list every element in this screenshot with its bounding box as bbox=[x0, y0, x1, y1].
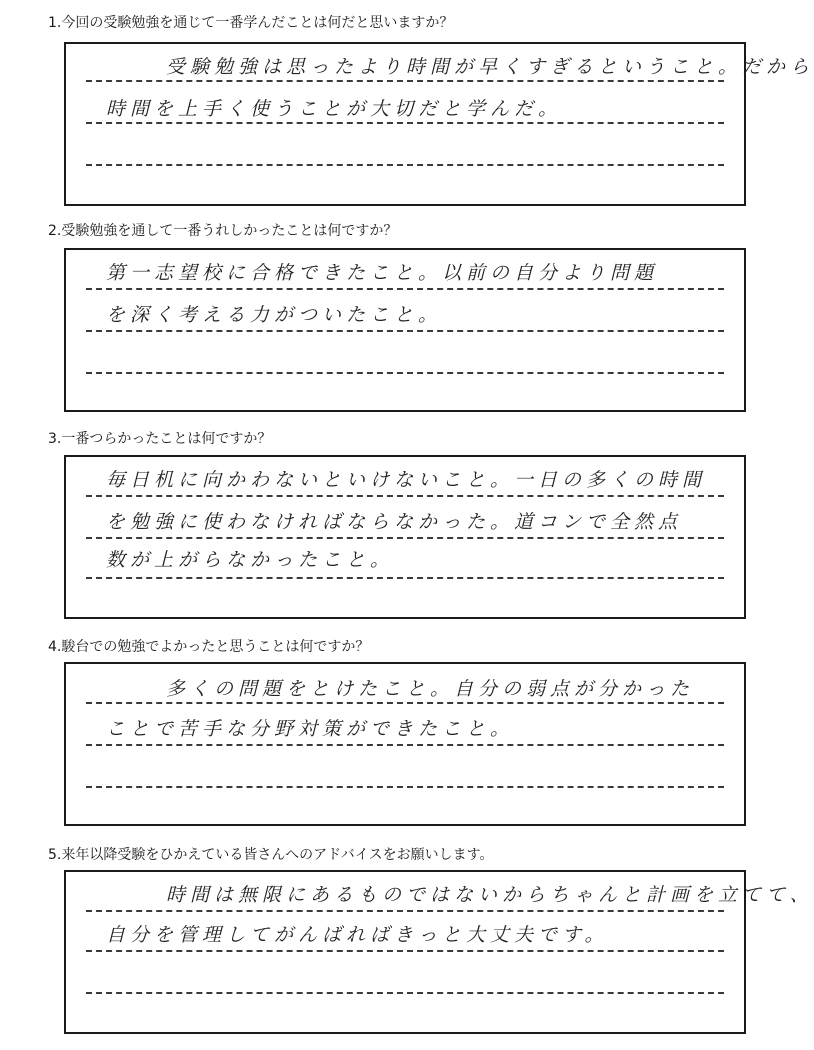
answer-4-line-2: ことで苦手な分野対策ができたこと。 bbox=[106, 718, 515, 740]
answer-1-line-2: 時間を上手く使うことが大切だと学んだ。 bbox=[106, 98, 563, 120]
answer-box-5 bbox=[64, 870, 814, 1034]
ruled-line bbox=[86, 330, 724, 332]
answer-5-line-2: 自分を管理してがんばればきっと大丈夫です。 bbox=[106, 924, 609, 946]
ruled-line bbox=[86, 372, 724, 374]
answer-box-2 bbox=[64, 248, 746, 412]
ruled-line bbox=[86, 495, 724, 497]
ruled-line bbox=[86, 786, 724, 788]
ruled-line bbox=[86, 80, 724, 82]
answer-3-line-2: を勉強に使わなければならなかった。道コンで全然点 bbox=[106, 511, 683, 533]
answer-3-line-3: 数が上がらなかったこと。 bbox=[106, 549, 395, 571]
ruled-line bbox=[86, 577, 724, 579]
answer-4-line-1: 多くの問題をとけたこと。自分の弱点が分かった bbox=[166, 678, 695, 700]
ruled-line bbox=[86, 910, 724, 912]
answer-2-line-2: を深く考える力がついたこと。 bbox=[106, 304, 443, 326]
question-2-label: 2.受験勉強を通して一番うれしかったことは何ですか？ bbox=[48, 223, 398, 239]
ruled-line bbox=[86, 288, 724, 290]
question-4-label: 4.駿台での勉強でよかったと思うことは何ですか？ bbox=[48, 639, 370, 655]
ruled-line bbox=[86, 164, 724, 166]
question-3-label: 3.一番つらかったことは何ですか？ bbox=[48, 431, 272, 447]
ruled-line bbox=[86, 537, 724, 539]
answer-5-line-1: 時間は無限にあるものではないからちゃんと計画を立てて、 bbox=[166, 884, 814, 906]
answer-1-line-1: 受験勉強は思ったより時間が早くすぎるということ。だから bbox=[166, 56, 814, 78]
answer-3-line-1: 毎日机に向かわないといけないこと。一日の多くの時間 bbox=[106, 469, 707, 491]
answer-2-line-1: 第一志望校に合格できたこと。以前の自分より問題 bbox=[106, 262, 659, 284]
ruled-line bbox=[86, 992, 724, 994]
question-1-label: 1.今回の受験勉強を通じて一番学んだことは何だと思いますか？ bbox=[48, 15, 454, 31]
answer-box-3 bbox=[64, 455, 746, 619]
ruled-line bbox=[86, 122, 724, 124]
answer-box-1 bbox=[64, 42, 814, 206]
answer-box-4 bbox=[64, 662, 746, 826]
ruled-line bbox=[86, 702, 724, 704]
question-5-label: 5.来年以降受験をひかえている皆さんへのアドバイスをお願いします。 bbox=[48, 847, 494, 863]
ruled-line bbox=[86, 950, 724, 952]
ruled-line bbox=[86, 744, 724, 746]
